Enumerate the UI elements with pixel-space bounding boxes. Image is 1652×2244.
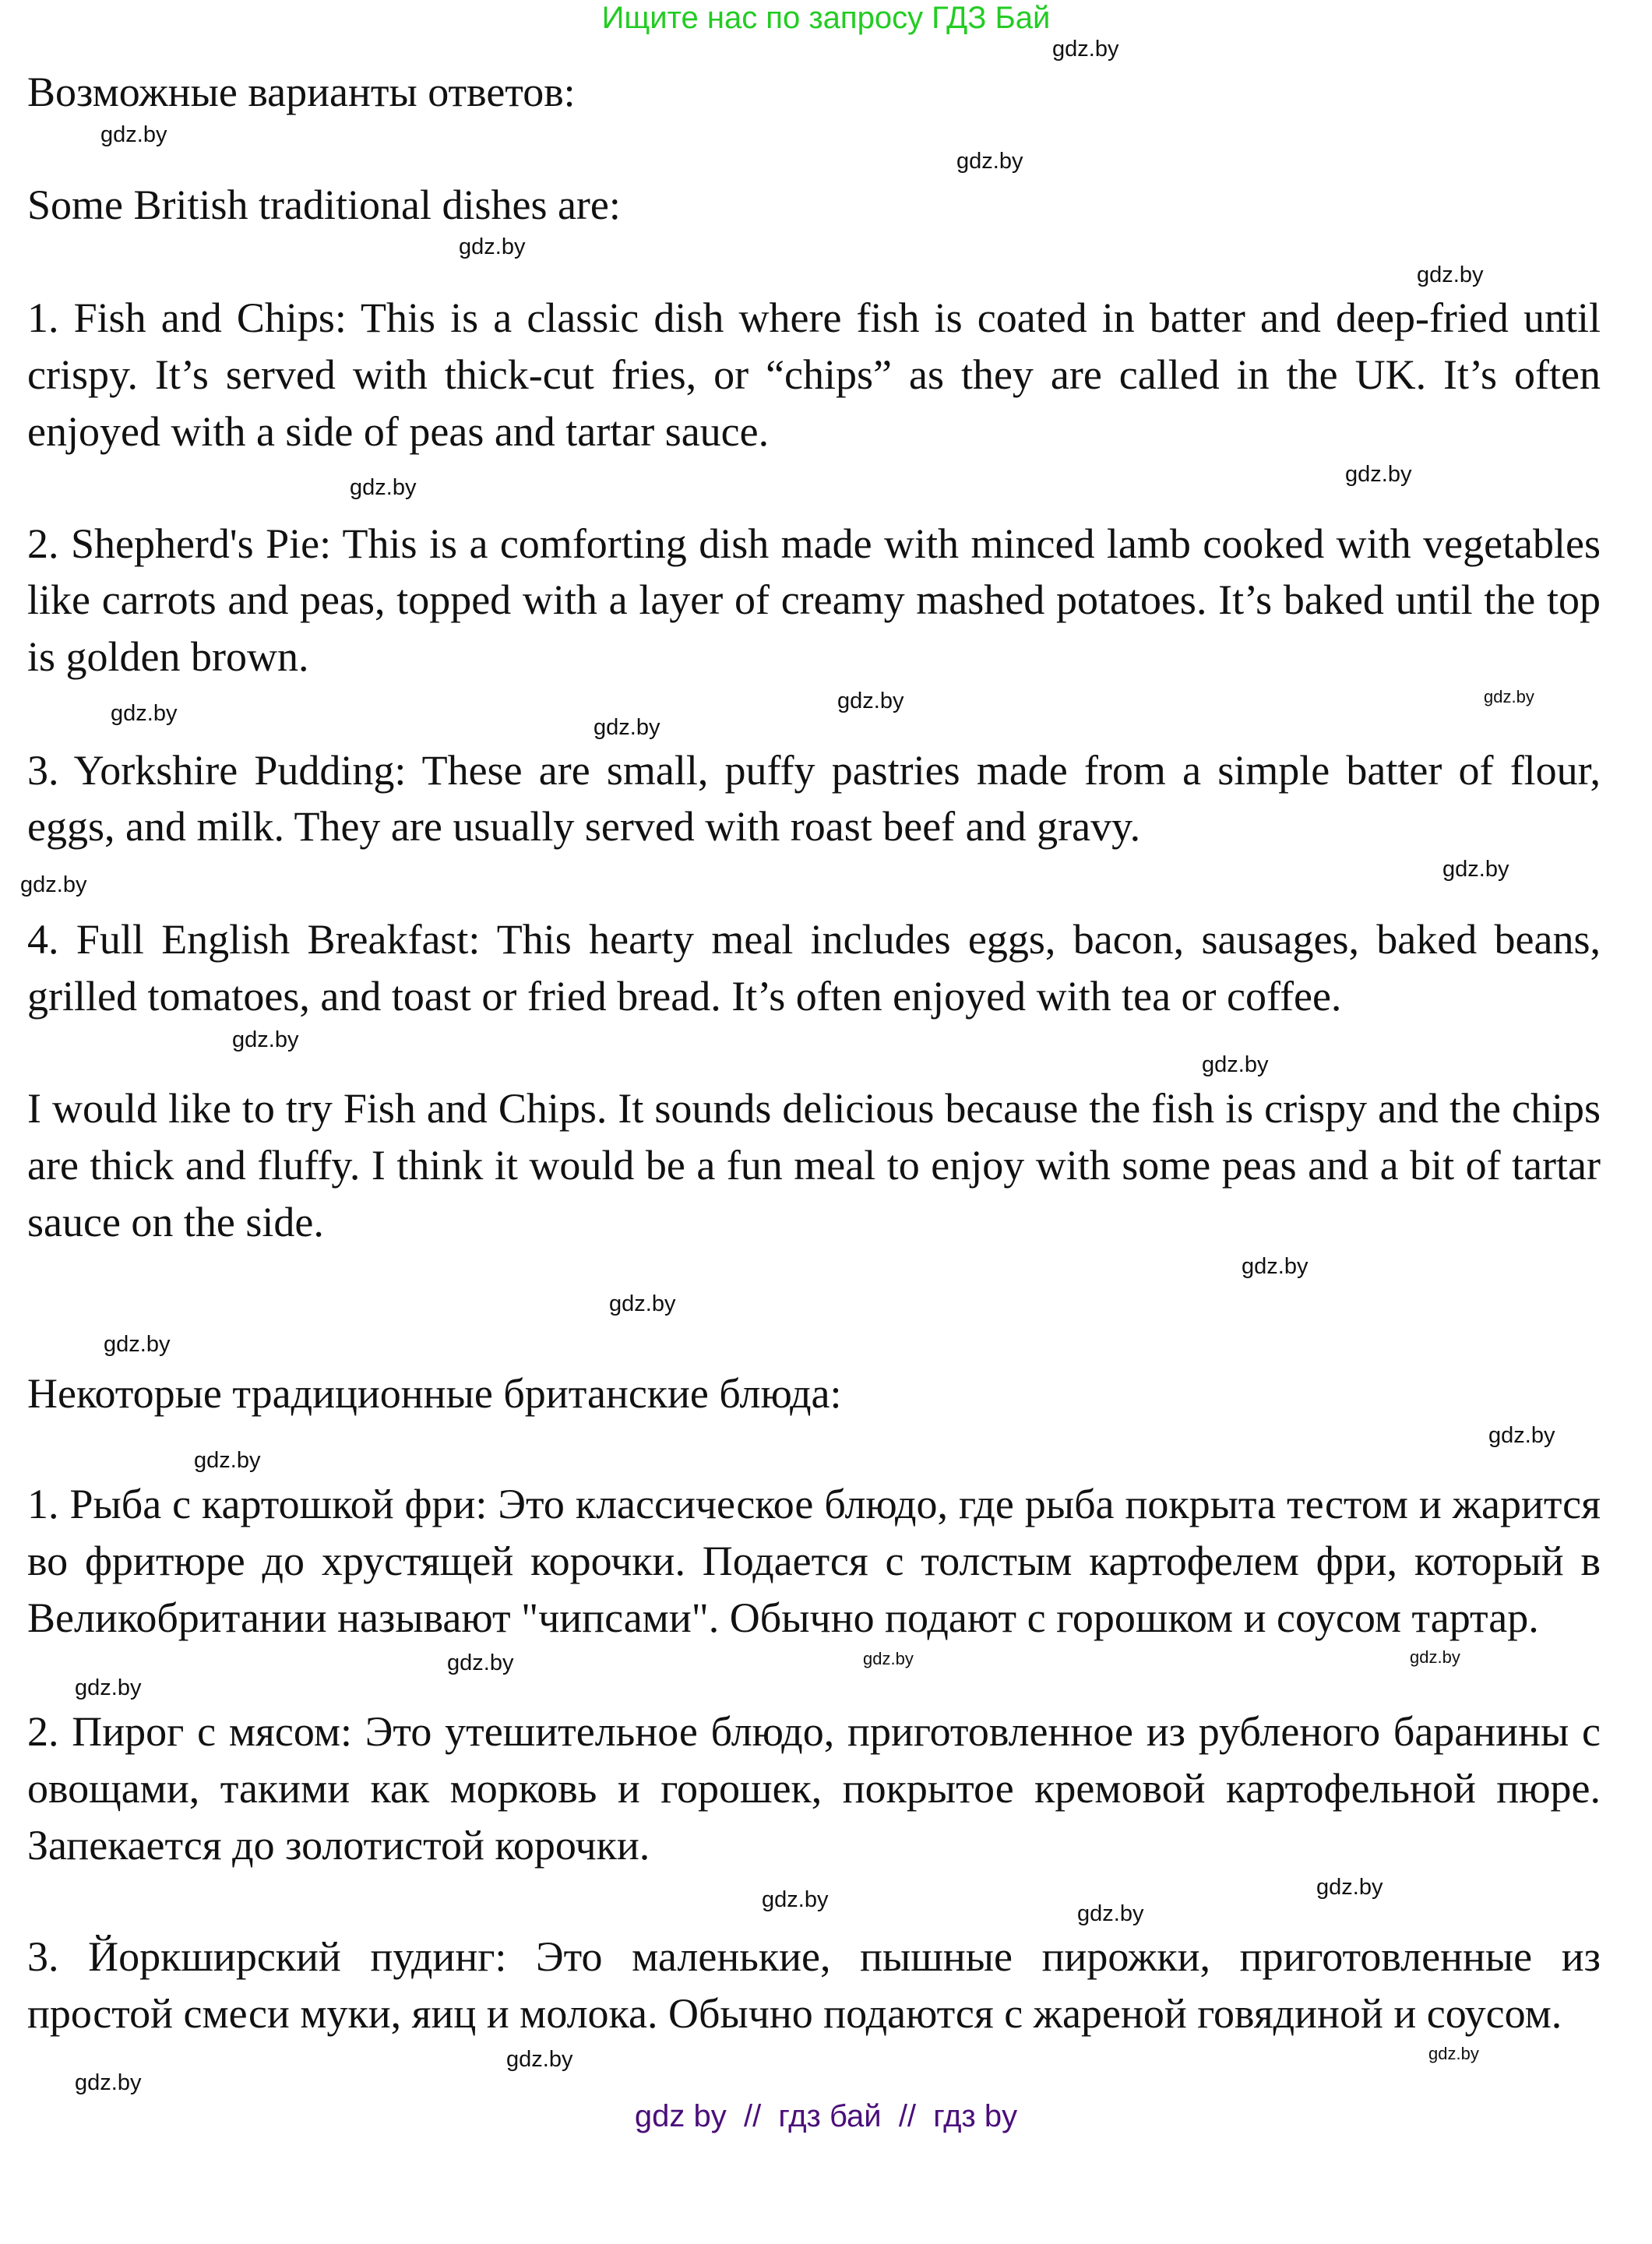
search-banner: Ищите нас по запросу ГДЗ Бай xyxy=(601,1,1051,35)
watermark: gdz.by xyxy=(104,1331,171,1357)
watermark: gdz.by xyxy=(1077,1901,1144,1927)
watermark-row xyxy=(0,685,1652,742)
watermark: gdz.by xyxy=(609,1291,676,1316)
watermark: gdz.by xyxy=(1484,686,1534,706)
intro-text: Возможные варианты ответов: xyxy=(27,69,576,115)
ru-item-2: 2. Пирог с мясом: Это утешительное блюдо, приготовленное из рубленого баранины с овощами, такими как морковь и горошек, покрытое кремовой картофельной пюре. Запекается до золотистой корочки. xyxy=(27,1708,1601,1869)
watermark: gdz.by xyxy=(594,714,660,740)
watermark: gdz.by xyxy=(1428,2043,1479,2063)
watermark: gdz.by xyxy=(956,148,1023,174)
footer-links-text[interactable]: gdz by // гдз бай // гдз by xyxy=(634,2098,1018,2133)
watermark: gdz.by xyxy=(459,234,526,260)
en-item-4: 4. Full English Breakfast: This hearty meal includes eggs, bacon, sausages, baked beans, grilled tomatoes, and toast or fried bread. It’s often enjoyed with tea or coffee. xyxy=(27,916,1601,1020)
watermark: gdz.by xyxy=(111,700,178,726)
watermark-row xyxy=(0,1873,1652,1929)
heading-en: Some British traditional dishes are: xyxy=(27,181,621,228)
heading-ru: Некоторые традиционные британские блюда: xyxy=(27,1369,842,1417)
watermark: gdz.by xyxy=(863,1649,914,1669)
watermark-row xyxy=(0,2042,1652,2097)
watermark: gdz.by xyxy=(1242,1253,1309,1279)
en-item-2: 2. Shepherd's Pie: This is a comforting dish made with minced lamb cooked with vegetables like carrots and peas, topped with a layer of creamy mashed potatoes. It’s baked until the top is golden brown. xyxy=(27,520,1601,680)
watermark: gdz.by xyxy=(75,2070,142,2095)
watermark: gdz.by xyxy=(194,1448,261,1474)
watermark: gdz.by xyxy=(447,1650,514,1676)
footer-links[interactable] xyxy=(0,2097,1652,2136)
watermark-row xyxy=(0,1421,1652,1476)
watermark: gdz.by xyxy=(837,688,904,713)
watermark: gdz.by xyxy=(1442,857,1509,882)
watermark: gdz.by xyxy=(1202,1052,1269,1078)
watermark-row xyxy=(0,233,1652,290)
opinion-text: I would like to try Fish and Chips. It sounds delicious because the fish is crispy and the chips are thick and fluffy. I think it would be a fun meal to enjoy with some peas and a bit of tartar sauce on the side. xyxy=(27,1085,1601,1245)
watermark-row xyxy=(0,1646,1652,1703)
watermark-row xyxy=(0,1024,1652,1080)
en-item-3: 3. Yorkshire Pudding: These are small, puffy pastries made from a simple batter of flour, eggs, and milk. They are usually served with roast beef and gravy. xyxy=(27,746,1601,851)
watermark: gdz.by xyxy=(1316,1875,1383,1901)
watermark-row xyxy=(0,855,1652,911)
watermark: gdz.by xyxy=(20,872,87,898)
ru-item-3: 3. Йоркширский пудинг: Это маленькие, пышные пирожки, приготовленные из простой смеси муки, яиц и молока. Обычно подаются с жареной говядиной и соусом. xyxy=(27,1933,1601,2038)
watermark-row xyxy=(0,460,1652,516)
watermark: gdz.by xyxy=(1052,37,1119,62)
watermark-row xyxy=(0,1251,1652,1365)
ru-item-1: 1. Рыба с картошкой фри: Это классическое блюдо, где рыба покрыта тестом и жарится во фритюре до хрустящей корочки. Подается с толстым картофелем фри, который в Великобритании называют "чипсами". Обычно подают с горошком и соусом тартар. xyxy=(27,1481,1601,1641)
watermark: gdz.by xyxy=(100,122,167,147)
watermark: gdz.by xyxy=(506,2046,573,2072)
watermark: gdz.by xyxy=(232,1027,299,1053)
watermark-row xyxy=(0,121,1652,177)
watermark: gdz.by xyxy=(1417,262,1484,288)
watermark-row xyxy=(0,36,1652,64)
watermark: gdz.by xyxy=(75,1675,142,1701)
watermark: gdz.by xyxy=(762,1887,829,1913)
watermark: gdz.by xyxy=(350,474,417,500)
en-item-1: 1. Fish and Chips: This is a classic dish where fish is coated in batter and deep-fried until crispy. It’s served with thick-cut fries, or “chips” as they are called in the UK. It’s often enjoyed with a side of peas and tartar sauce. xyxy=(27,294,1601,455)
watermark: gdz.by xyxy=(1345,461,1412,487)
watermark: gdz.by xyxy=(1410,1647,1460,1668)
watermark: gdz.by xyxy=(1488,1423,1555,1449)
